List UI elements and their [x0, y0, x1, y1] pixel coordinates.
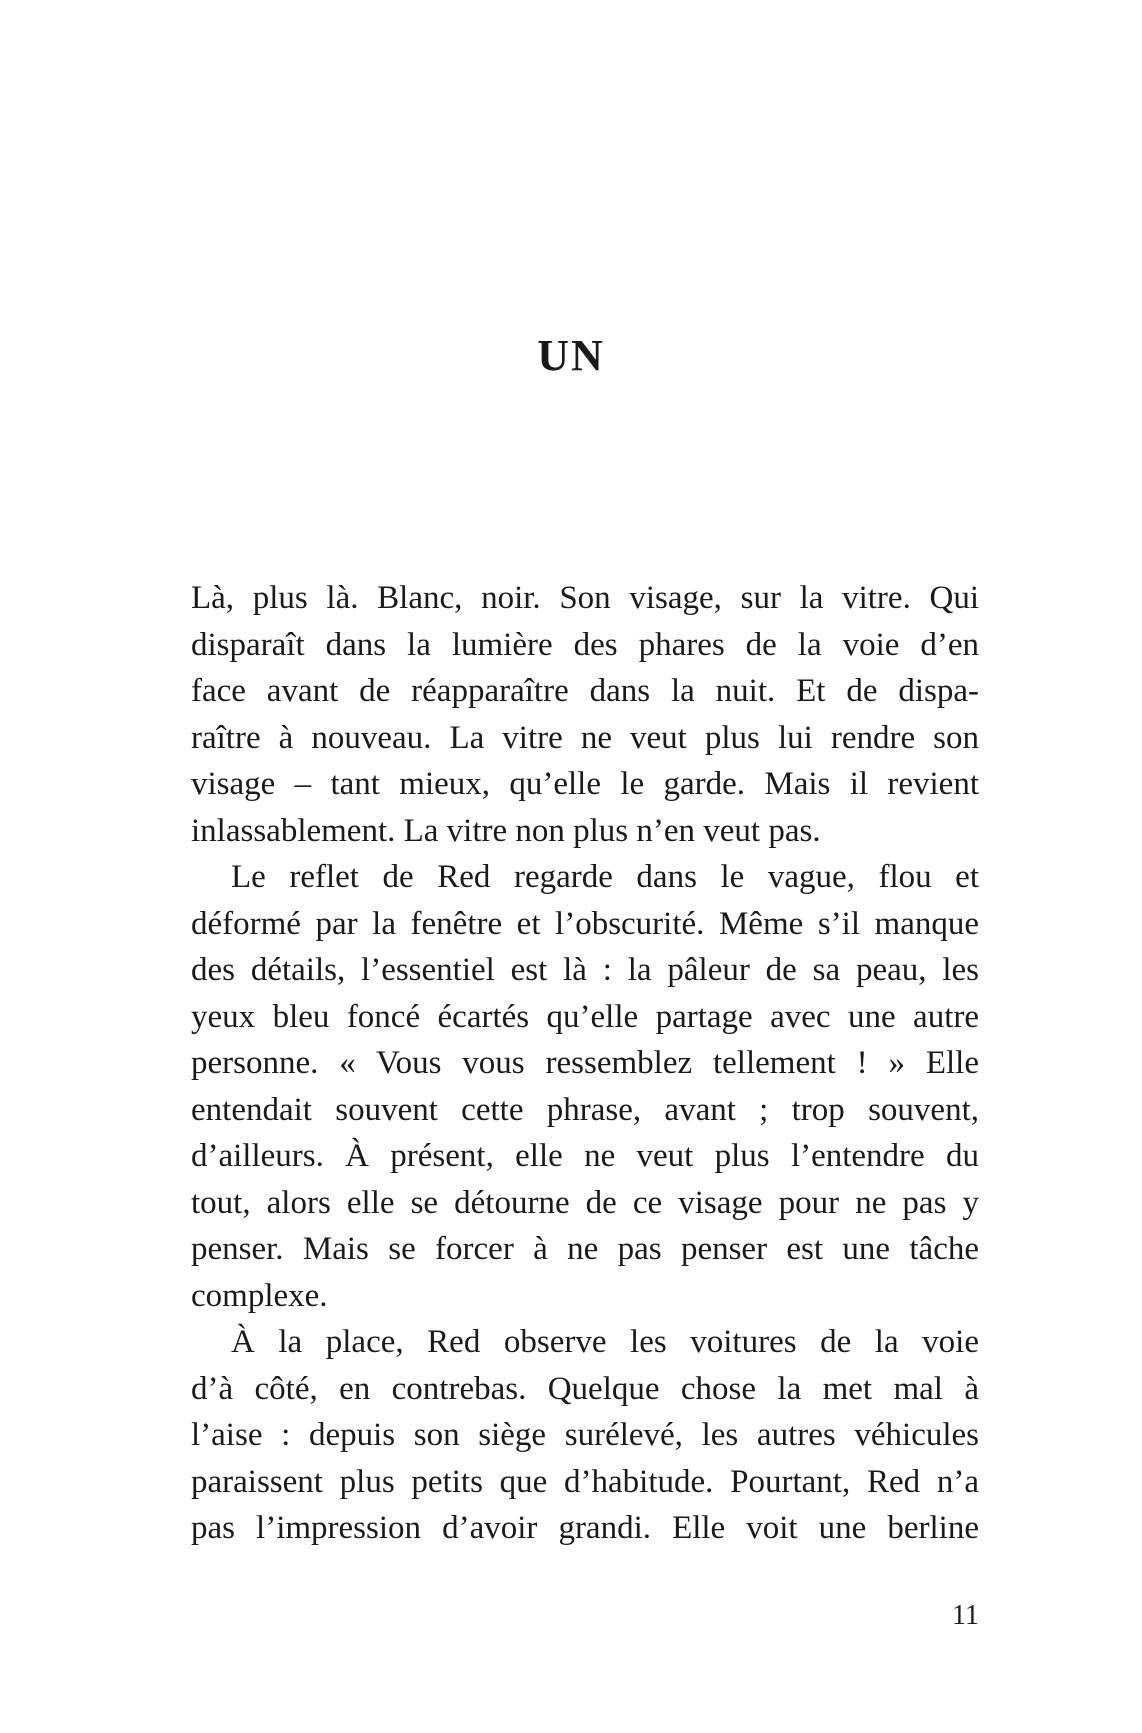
text-line: d’ailleurs. À présent, elle ne veut plus l’entendre du: [191, 1138, 979, 1174]
text-line: face avant de réapparaître dans la nuit. Et de dispa-: [191, 673, 979, 709]
text-line: inlassablement. La vitre non plus n’en veut pas.: [191, 812, 821, 849]
text-line: penser. Mais se forcer à ne pas penser est une tâche: [191, 1231, 979, 1267]
text-line: personne. « Vous vous ressemblez tellement ! » Elle: [191, 1045, 979, 1081]
text-line: Là, plus là. Blanc, noir. Son visage, sur la vitre. Qui: [191, 580, 979, 616]
text-line: d’à côté, en contrebas. Quelque chose la met mal à: [191, 1370, 979, 1407]
text-line: yeux bleu foncé écartés qu’elle partage avec une autre: [191, 998, 979, 1035]
chapter-title: UN: [537, 331, 605, 380]
text-line: tout, alors elle se détourne de ce visage pour ne pas y: [191, 1184, 979, 1221]
text-line: l’aise : depuis son siège surélevé, les autres véhicules: [191, 1417, 979, 1453]
text-line: À la place, Red observe les voitures de la voie: [231, 1324, 979, 1360]
text-line: paraissent plus petits que d’habitude. Pourtant, Red n’a: [191, 1463, 979, 1500]
text-line: disparaît dans la lumière des phares de la voie d’en: [191, 626, 979, 663]
page-number: 11: [952, 1600, 979, 1631]
paragraph-1: [191, 575, 979, 854]
text-line: complexe.: [191, 1277, 328, 1314]
paragraph-3: [191, 1319, 979, 1552]
text-line: entendait souvent cette phrase, avant ; trop souvent,: [191, 1091, 979, 1128]
text-line: raître à nouveau. La vitre ne veut plus lui rendre son: [191, 719, 979, 756]
text-line: déformé par la fenêtre et l’obscurité. Même s’il manque: [191, 905, 979, 942]
paragraph-2: [191, 854, 979, 1319]
text-line: pas l’impression d’avoir grandi. Elle voit une berline: [191, 1510, 979, 1546]
text-line: Le reflet de Red regarde dans le vague, flou et: [231, 859, 979, 895]
text-line: des détails, l’essentiel est là : la pâleur de sa peau, les: [191, 952, 979, 988]
text-line: visage – tant mieux, qu’elle le garde. Mais il revient: [191, 766, 979, 802]
body-text: [191, 575, 979, 1552]
